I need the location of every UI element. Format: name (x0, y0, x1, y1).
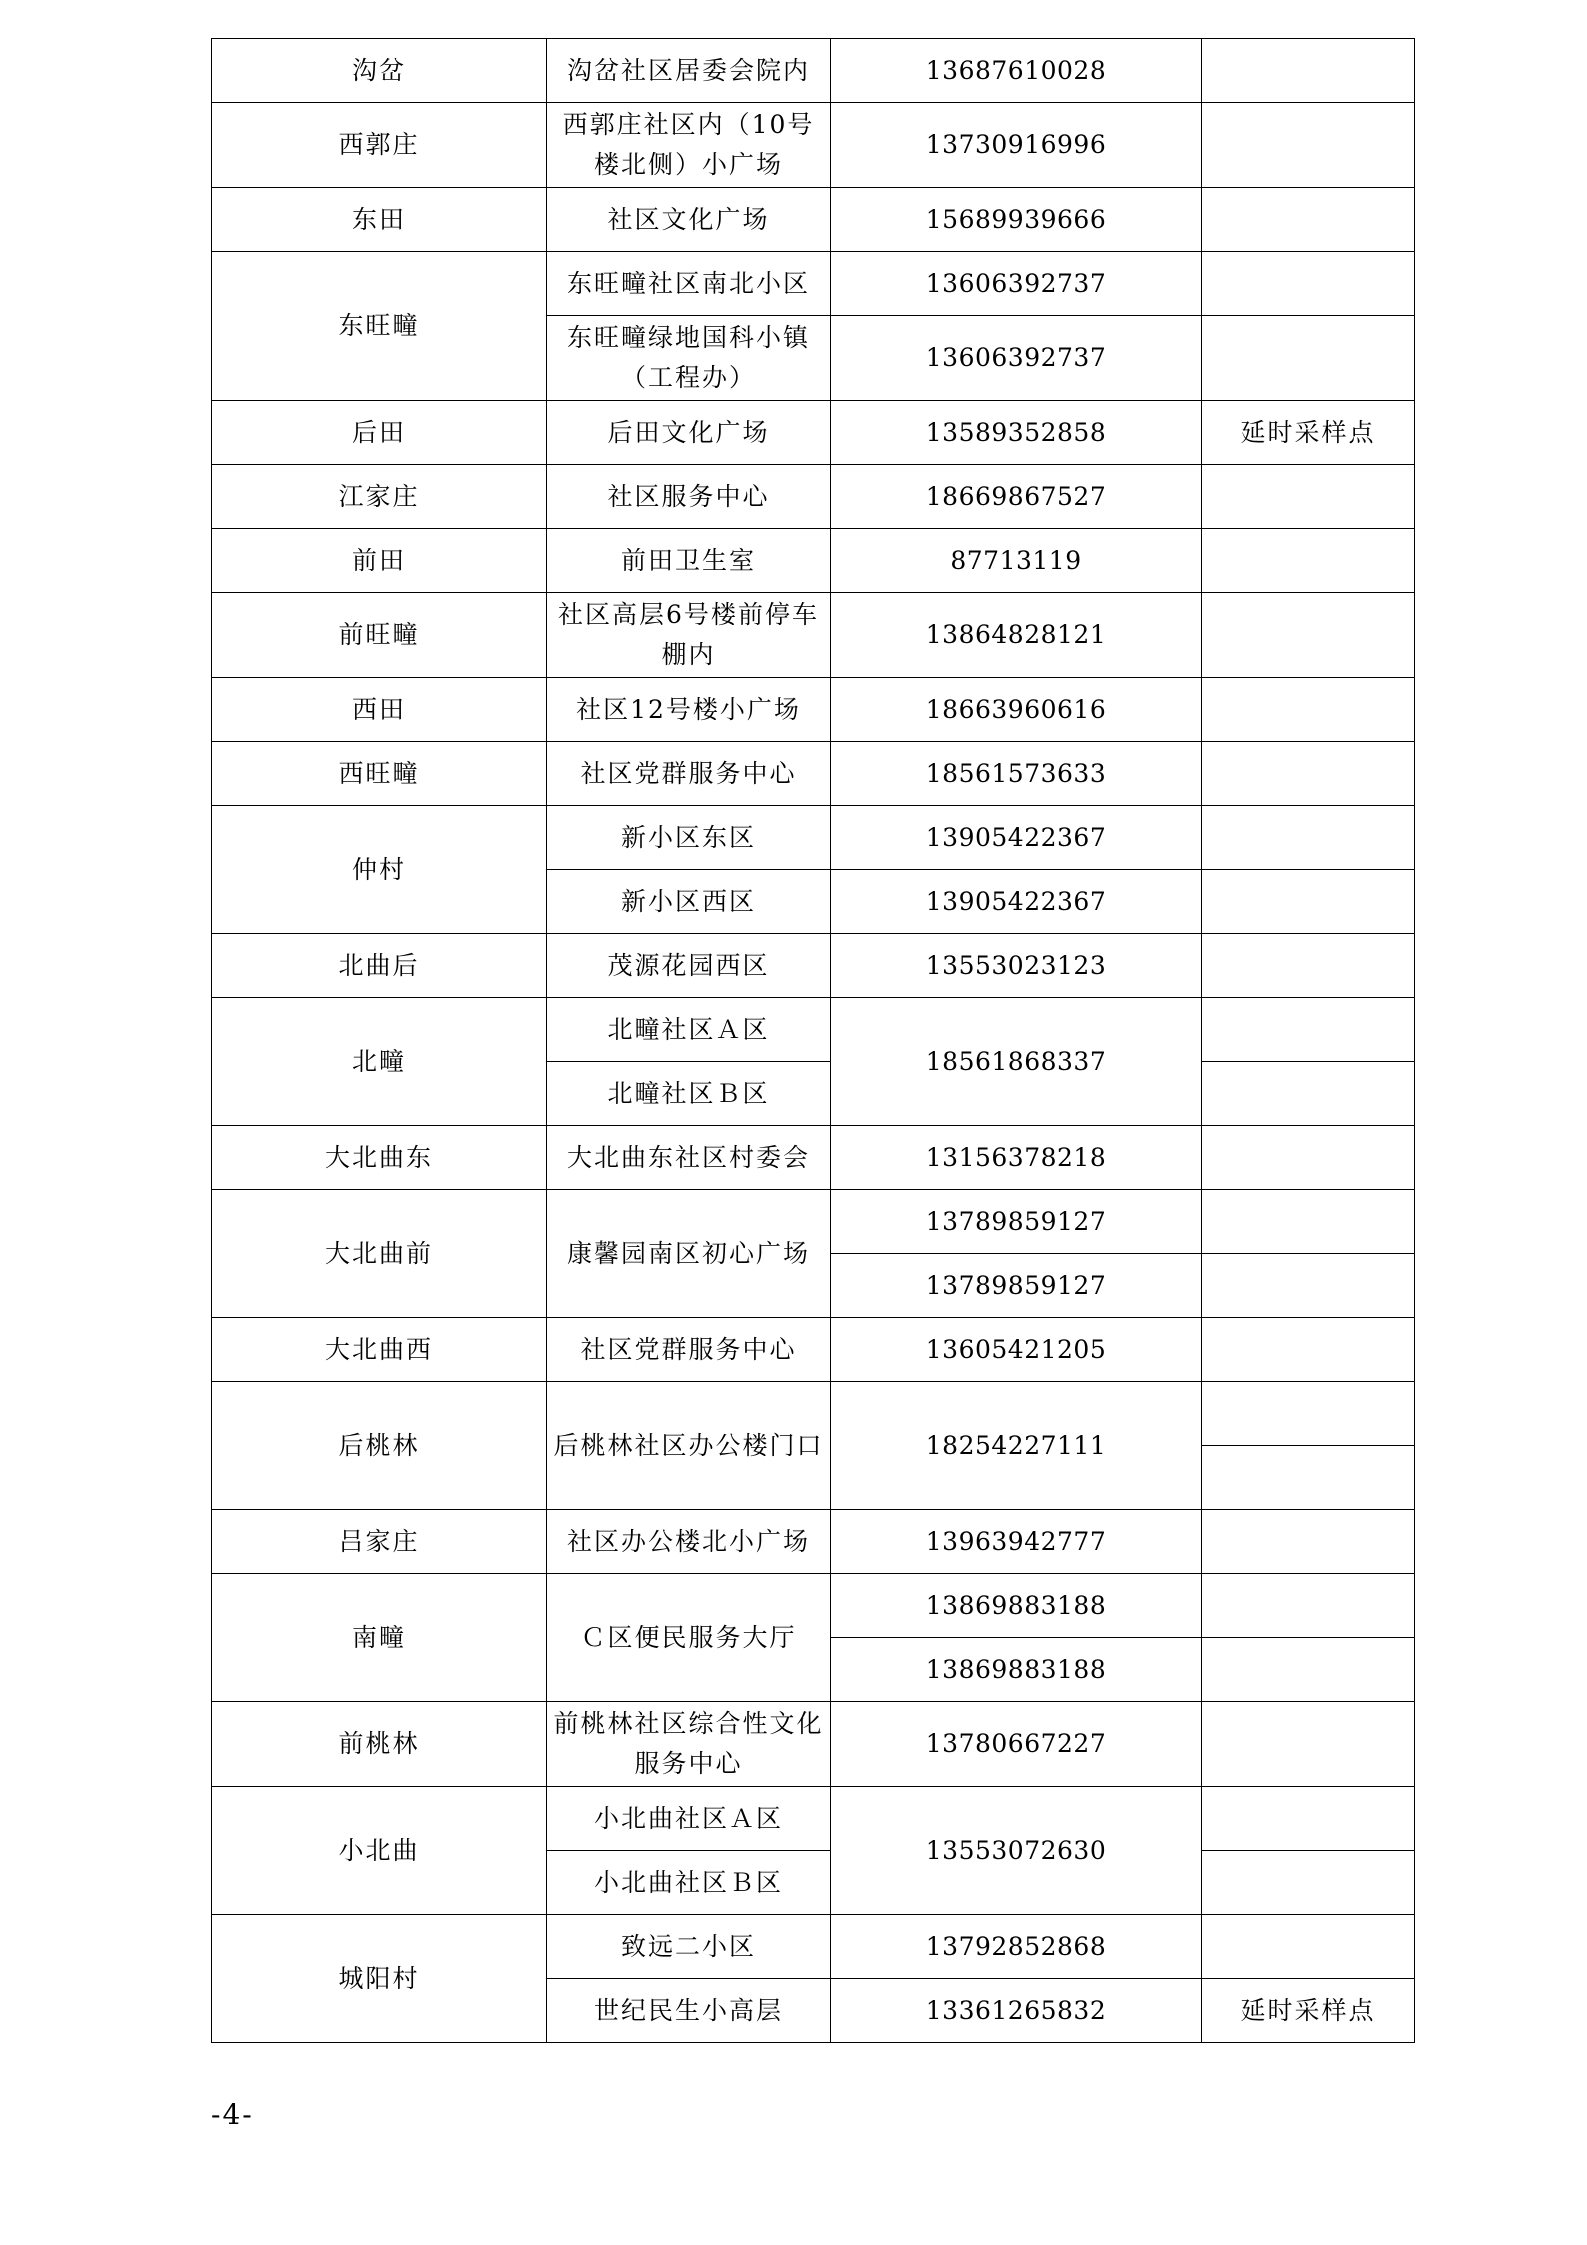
table-row (212, 252, 1415, 316)
phone-cell: 13589352858 (831, 401, 1202, 465)
note-cell (1202, 1510, 1415, 1574)
phone-cell: 13606392737 (831, 316, 1202, 401)
note-cell (1202, 465, 1415, 529)
table-row (212, 998, 1415, 1062)
table-row (212, 103, 1415, 188)
phone-cell: 13789859127 (831, 1254, 1202, 1318)
phone-cell: 15689939666 (831, 188, 1202, 252)
community-cell: 前旺疃 (212, 593, 547, 678)
phone-cell: 13792852868 (831, 1915, 1202, 1979)
phone-cell: 13606392737 (831, 252, 1202, 316)
note-cell (1202, 103, 1415, 188)
community-cell: 大北曲西 (212, 1318, 547, 1382)
note-cell (1202, 1254, 1415, 1318)
location-cell: 新小区东区 (547, 806, 831, 870)
community-cell: 江家庄 (212, 465, 547, 529)
note-cell (1202, 593, 1415, 678)
location-cell: 后田文化广场 (547, 401, 831, 465)
location-cell: 社区高层6号楼前停车棚内 (547, 593, 831, 678)
community-cell: 前桃林 (212, 1702, 547, 1787)
phone-cell: 87713119 (831, 529, 1202, 593)
table-row (212, 1510, 1415, 1574)
phone-cell: 13869883188 (831, 1638, 1202, 1702)
location-cell: 西郭庄社区内（10号楼北侧）小广场 (547, 103, 831, 188)
phone-cell: 13361265832 (831, 1979, 1202, 2043)
note-cell (1202, 1702, 1415, 1787)
location-cell: 康馨园南区初心广场 (547, 1190, 831, 1318)
note-cell (1202, 934, 1415, 998)
location-cell: 茂源花园西区 (547, 934, 831, 998)
table-row (212, 1574, 1415, 1638)
note-cell: 延时采样点 (1202, 401, 1415, 465)
community-cell: 后田 (212, 401, 547, 465)
location-cell: 社区办公楼北小广场 (547, 1510, 831, 1574)
phone-cell: 18663960616 (831, 678, 1202, 742)
table-row (212, 678, 1415, 742)
phone-cell: 13963942777 (831, 1510, 1202, 1574)
note-cell (1202, 678, 1415, 742)
phone-cell: 18669867527 (831, 465, 1202, 529)
location-cell: 小北曲社区Ｂ区 (547, 1851, 831, 1915)
note-cell (1202, 39, 1415, 103)
sampling-sites-table (211, 38, 1415, 2043)
table-row (212, 529, 1415, 593)
phone-cell: 13687610028 (831, 39, 1202, 103)
location-cell: 社区党群服务中心 (547, 742, 831, 806)
location-cell: 前田卫生室 (547, 529, 831, 593)
location-cell: 北疃社区Ｂ区 (547, 1062, 831, 1126)
table-row (212, 465, 1415, 529)
phone-cell: 13869883188 (831, 1574, 1202, 1638)
note-cell (1202, 806, 1415, 870)
community-cell: 城阳村 (212, 1915, 547, 2043)
note-cell (1202, 1574, 1415, 1638)
note-cell: 延时采样点 (1202, 1979, 1415, 2043)
note-cell (1202, 1446, 1415, 1510)
note-cell (1202, 1638, 1415, 1702)
phone-cell: 18561573633 (831, 742, 1202, 806)
community-cell: 西旺疃 (212, 742, 547, 806)
note-cell (1202, 870, 1415, 934)
community-cell: 西田 (212, 678, 547, 742)
location-cell: 小北曲社区Ａ区 (547, 1787, 831, 1851)
location-cell: 社区12号楼小广场 (547, 678, 831, 742)
note-cell (1202, 1787, 1415, 1851)
table-row (212, 1318, 1415, 1382)
note-cell (1202, 529, 1415, 593)
community-cell: 北疃 (212, 998, 547, 1126)
location-cell: Ｃ区便民服务大厅 (547, 1574, 831, 1702)
table-row (212, 1190, 1415, 1254)
table-row (212, 593, 1415, 678)
phone-cell: 13789859127 (831, 1190, 1202, 1254)
community-cell: 小北曲 (212, 1787, 547, 1915)
phone-cell: 13553072630 (831, 1787, 1202, 1915)
community-cell: 后桃林 (212, 1382, 547, 1510)
phone-cell: 13605421205 (831, 1318, 1202, 1382)
note-cell (1202, 1318, 1415, 1382)
note-cell (1202, 188, 1415, 252)
location-cell: 社区服务中心 (547, 465, 831, 529)
community-cell: 东旺疃 (212, 252, 547, 401)
community-cell: 西郭庄 (212, 103, 547, 188)
note-cell (1202, 1382, 1415, 1446)
page-number: -4- (211, 2098, 254, 2131)
location-cell: 社区党群服务中心 (547, 1318, 831, 1382)
phone-cell: 13905422367 (831, 806, 1202, 870)
table-row (212, 1915, 1415, 1979)
community-cell: 仲村 (212, 806, 547, 934)
community-cell: 吕家庄 (212, 1510, 547, 1574)
phone-cell: 13156378218 (831, 1126, 1202, 1190)
table-row (212, 934, 1415, 998)
table-row (212, 1702, 1415, 1787)
community-cell: 北曲后 (212, 934, 547, 998)
location-cell: 后桃林社区办公楼门口 (547, 1382, 831, 1510)
location-cell: 新小区西区 (547, 870, 831, 934)
table-row (212, 1382, 1415, 1446)
location-cell: 大北曲东社区村委会 (547, 1126, 831, 1190)
phone-cell: 13730916996 (831, 103, 1202, 188)
phone-cell: 18561868337 (831, 998, 1202, 1126)
location-cell: 前桃林社区综合性文化服务中心 (547, 1702, 831, 1787)
phone-cell: 13780667227 (831, 1702, 1202, 1787)
table-row (212, 39, 1415, 103)
note-cell (1202, 1126, 1415, 1190)
location-cell: 致远二小区 (547, 1915, 831, 1979)
table-row (212, 401, 1415, 465)
note-cell (1202, 1062, 1415, 1126)
note-cell (1202, 1915, 1415, 1979)
table-row (212, 742, 1415, 806)
phone-cell: 13864828121 (831, 593, 1202, 678)
note-cell (1202, 998, 1415, 1062)
table-row (212, 806, 1415, 870)
note-cell (1202, 1851, 1415, 1915)
phone-cell: 13905422367 (831, 870, 1202, 934)
table-row (212, 1787, 1415, 1851)
note-cell (1202, 252, 1415, 316)
location-cell: 东旺疃社区南北小区 (547, 252, 831, 316)
community-cell: 沟岔 (212, 39, 547, 103)
community-cell: 东田 (212, 188, 547, 252)
location-cell: 东旺疃绿地国科小镇（工程办） (547, 316, 831, 401)
table-row (212, 188, 1415, 252)
location-cell: 社区文化广场 (547, 188, 831, 252)
table-row (212, 1126, 1415, 1190)
note-cell (1202, 742, 1415, 806)
phone-cell: 13553023123 (831, 934, 1202, 998)
location-cell: 沟岔社区居委会院内 (547, 39, 831, 103)
location-cell: 北疃社区Ａ区 (547, 998, 831, 1062)
note-cell (1202, 1190, 1415, 1254)
community-cell: 大北曲前 (212, 1190, 547, 1318)
phone-cell: 18254227111 (831, 1382, 1202, 1510)
community-cell: 大北曲东 (212, 1126, 547, 1190)
community-cell: 南疃 (212, 1574, 547, 1702)
community-cell: 前田 (212, 529, 547, 593)
note-cell (1202, 316, 1415, 401)
location-cell: 世纪民生小高层 (547, 1979, 831, 2043)
